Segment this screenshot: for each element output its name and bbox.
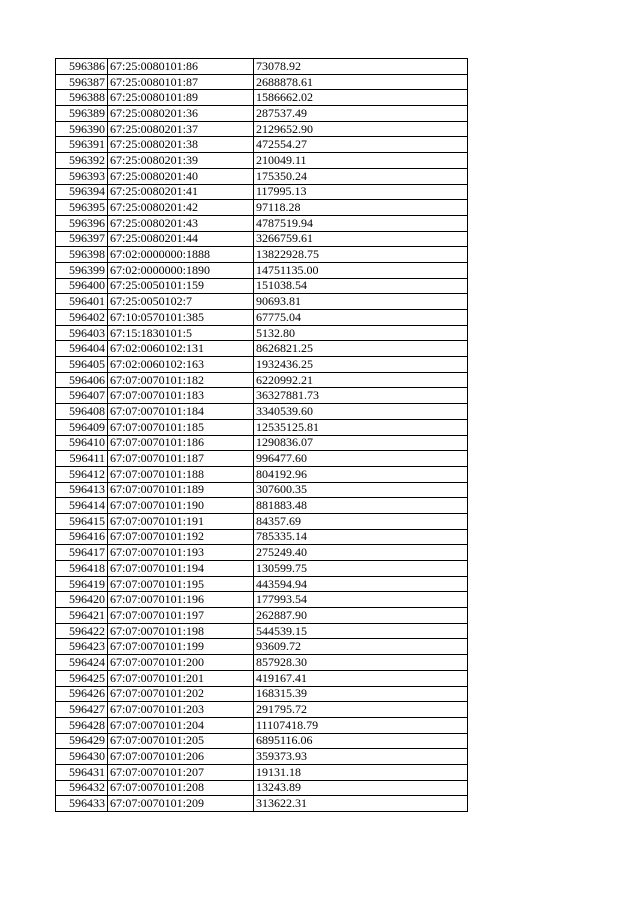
cadastral-number-cell: 67:07:0070101:183: [108, 388, 254, 404]
value-cell: 13243.89: [254, 780, 468, 796]
cadastral-number-cell: 67:25:0080101:86: [108, 59, 254, 75]
table-row: [56, 247, 468, 263]
cadastral-number-cell: 67:07:0070101:206: [108, 749, 254, 765]
table-row: [56, 451, 468, 467]
cadastral-number-cell: 67:07:0070101:185: [108, 419, 254, 435]
row-id-cell: 596412: [56, 466, 108, 482]
cadastral-number-cell: 67:25:0050102:7: [108, 294, 254, 310]
table-row: [56, 435, 468, 451]
cadastral-number-cell: 67:07:0070101:194: [108, 561, 254, 577]
table-row: [56, 106, 468, 122]
cadastral-number-cell: 67:07:0070101:200: [108, 655, 254, 671]
row-id-cell: 596433: [56, 796, 108, 812]
table-row: [56, 262, 468, 278]
cadastral-number-cell: 67:25:0050101:159: [108, 278, 254, 294]
value-cell: 8626821.25: [254, 341, 468, 357]
table-row: [56, 372, 468, 388]
row-id-cell: 596396: [56, 215, 108, 231]
cadastral-number-cell: 67:07:0070101:207: [108, 764, 254, 780]
row-id-cell: 596398: [56, 247, 108, 263]
table-row: [56, 59, 468, 75]
value-cell: 307600.35: [254, 482, 468, 498]
table-row: [56, 121, 468, 137]
row-id-cell: 596428: [56, 717, 108, 733]
table-row: [56, 278, 468, 294]
cadastral-number-cell: 67:02:0060102:163: [108, 357, 254, 373]
table-body: [56, 59, 468, 812]
value-cell: 210049.11: [254, 153, 468, 169]
cadastral-number-cell: 67:25:0080201:44: [108, 231, 254, 247]
row-id-cell: 596403: [56, 325, 108, 341]
value-cell: 1586662.02: [254, 90, 468, 106]
table-row: [56, 733, 468, 749]
value-cell: 359373.93: [254, 749, 468, 765]
cadastral-number-cell: 67:25:0080201:36: [108, 106, 254, 122]
table-row: [56, 482, 468, 498]
row-id-cell: 596427: [56, 702, 108, 718]
table-row: [56, 639, 468, 655]
row-id-cell: 596426: [56, 686, 108, 702]
value-cell: 73078.92: [254, 59, 468, 75]
cadastral-number-cell: 67:07:0070101:196: [108, 592, 254, 608]
row-id-cell: 596390: [56, 121, 108, 137]
table-row: [56, 388, 468, 404]
cadastral-number-cell: 67:07:0070101:195: [108, 576, 254, 592]
row-id-cell: 596410: [56, 435, 108, 451]
cadastral-number-cell: 67:07:0070101:201: [108, 670, 254, 686]
row-id-cell: 596406: [56, 372, 108, 388]
cadastral-number-cell: 67:25:0080101:87: [108, 74, 254, 90]
row-id-cell: 596414: [56, 498, 108, 514]
row-id-cell: 596395: [56, 200, 108, 216]
value-cell: 90693.81: [254, 294, 468, 310]
row-id-cell: 596405: [56, 357, 108, 373]
row-id-cell: 596416: [56, 529, 108, 545]
row-id-cell: 596417: [56, 545, 108, 561]
table-row: [56, 670, 468, 686]
table-row: [56, 137, 468, 153]
value-cell: 785335.14: [254, 529, 468, 545]
table-row: [56, 608, 468, 624]
cadastral-number-cell: 67:07:0070101:189: [108, 482, 254, 498]
row-id-cell: 596393: [56, 168, 108, 184]
table-row: [56, 310, 468, 326]
value-cell: 84357.69: [254, 513, 468, 529]
table-row: [56, 780, 468, 796]
row-id-cell: 596387: [56, 74, 108, 90]
table-row: [56, 655, 468, 671]
value-cell: 262887.90: [254, 608, 468, 624]
table-row: [56, 529, 468, 545]
row-id-cell: 596391: [56, 137, 108, 153]
row-id-cell: 596401: [56, 294, 108, 310]
row-id-cell: 596422: [56, 623, 108, 639]
value-cell: 19131.18: [254, 764, 468, 780]
value-cell: 291795.72: [254, 702, 468, 718]
cadastral-number-cell: 67:25:0080201:42: [108, 200, 254, 216]
cadastral-number-cell: 67:07:0070101:191: [108, 513, 254, 529]
table-row: [56, 686, 468, 702]
row-id-cell: 596418: [56, 561, 108, 577]
cadastral-number-cell: 67:07:0070101:190: [108, 498, 254, 514]
table-row: [56, 215, 468, 231]
row-id-cell: 596386: [56, 59, 108, 75]
row-id-cell: 596408: [56, 404, 108, 420]
value-cell: 97118.28: [254, 200, 468, 216]
value-cell: 4787519.94: [254, 215, 468, 231]
row-id-cell: 596388: [56, 90, 108, 106]
value-cell: 13822928.75: [254, 247, 468, 263]
value-cell: 67775.04: [254, 310, 468, 326]
table-row: [56, 764, 468, 780]
table-row: [56, 231, 468, 247]
row-id-cell: 596397: [56, 231, 108, 247]
cadastral-number-cell: 67:25:0080101:89: [108, 90, 254, 106]
cadastral-number-cell: 67:15:1830101:5: [108, 325, 254, 341]
row-id-cell: 596394: [56, 184, 108, 200]
row-id-cell: 596407: [56, 388, 108, 404]
value-cell: 996477.60: [254, 451, 468, 467]
table-row: [56, 325, 468, 341]
cadastral-number-cell: 67:07:0070101:187: [108, 451, 254, 467]
cadastral-number-cell: 67:07:0070101:188: [108, 466, 254, 482]
table-row: [56, 545, 468, 561]
table-row: [56, 294, 468, 310]
cadastral-number-cell: 67:25:0080201:40: [108, 168, 254, 184]
cadastral-number-cell: 67:07:0070101:186: [108, 435, 254, 451]
value-cell: 3340539.60: [254, 404, 468, 420]
table-row: [56, 749, 468, 765]
value-cell: 544539.15: [254, 623, 468, 639]
cadastral-number-cell: 67:07:0070101:209: [108, 796, 254, 812]
value-cell: 12535125.81: [254, 419, 468, 435]
table-row: [56, 576, 468, 592]
cadastral-number-cell: 67:02:0000000:1890: [108, 262, 254, 278]
table-row: [56, 498, 468, 514]
table-row: [56, 184, 468, 200]
data-table: [55, 58, 468, 812]
table-row: [56, 796, 468, 812]
value-cell: 1290836.07: [254, 435, 468, 451]
row-id-cell: 596409: [56, 419, 108, 435]
row-id-cell: 596389: [56, 106, 108, 122]
value-cell: 11107418.79: [254, 717, 468, 733]
value-cell: 177993.54: [254, 592, 468, 608]
table-row: [56, 200, 468, 216]
cadastral-number-cell: 67:25:0080201:41: [108, 184, 254, 200]
row-id-cell: 596429: [56, 733, 108, 749]
cadastral-number-cell: 67:07:0070101:208: [108, 780, 254, 796]
value-cell: 2688878.61: [254, 74, 468, 90]
cadastral-number-cell: 67:25:0080201:39: [108, 153, 254, 169]
row-id-cell: 596399: [56, 262, 108, 278]
value-cell: 2129652.90: [254, 121, 468, 137]
row-id-cell: 596425: [56, 670, 108, 686]
value-cell: 6220992.21: [254, 372, 468, 388]
cadastral-number-cell: 67:02:0060102:131: [108, 341, 254, 357]
cadastral-number-cell: 67:07:0070101:184: [108, 404, 254, 420]
cadastral-number-cell: 67:02:0000000:1888: [108, 247, 254, 263]
row-id-cell: 596415: [56, 513, 108, 529]
value-cell: 151038.54: [254, 278, 468, 294]
value-cell: 443594.94: [254, 576, 468, 592]
table-row: [56, 74, 468, 90]
table-row: [56, 561, 468, 577]
cadastral-number-cell: 67:07:0070101:199: [108, 639, 254, 655]
value-cell: 117995.13: [254, 184, 468, 200]
cadastral-number-cell: 67:07:0070101:192: [108, 529, 254, 545]
cadastral-number-cell: 67:07:0070101:182: [108, 372, 254, 388]
cadastral-number-cell: 67:07:0070101:203: [108, 702, 254, 718]
value-cell: 168315.39: [254, 686, 468, 702]
value-cell: 275249.40: [254, 545, 468, 561]
cadastral-number-cell: 67:07:0070101:197: [108, 608, 254, 624]
table-row: [56, 90, 468, 106]
value-cell: 93609.72: [254, 639, 468, 655]
table-row: [56, 357, 468, 373]
value-cell: 313622.31: [254, 796, 468, 812]
cadastral-number-cell: 67:07:0070101:193: [108, 545, 254, 561]
value-cell: 419167.41: [254, 670, 468, 686]
cadastral-number-cell: 67:07:0070101:198: [108, 623, 254, 639]
value-cell: 1932436.25: [254, 357, 468, 373]
row-id-cell: 596413: [56, 482, 108, 498]
table-row: [56, 168, 468, 184]
table-row: [56, 592, 468, 608]
cadastral-number-cell: 67:10:0570101:385: [108, 310, 254, 326]
value-cell: 857928.30: [254, 655, 468, 671]
table-row: [56, 466, 468, 482]
table-row: [56, 623, 468, 639]
row-id-cell: 596432: [56, 780, 108, 796]
row-id-cell: 596404: [56, 341, 108, 357]
table-row: [56, 513, 468, 529]
cadastral-number-cell: 67:07:0070101:202: [108, 686, 254, 702]
table-row: [56, 702, 468, 718]
row-id-cell: 596419: [56, 576, 108, 592]
row-id-cell: 596421: [56, 608, 108, 624]
row-id-cell: 596420: [56, 592, 108, 608]
row-id-cell: 596431: [56, 764, 108, 780]
value-cell: 804192.96: [254, 466, 468, 482]
table-row: [56, 341, 468, 357]
row-id-cell: 596402: [56, 310, 108, 326]
value-cell: 130599.75: [254, 561, 468, 577]
value-cell: 472554.27: [254, 137, 468, 153]
value-cell: 5132.80: [254, 325, 468, 341]
value-cell: 287537.49: [254, 106, 468, 122]
row-id-cell: 596430: [56, 749, 108, 765]
value-cell: 175350.24: [254, 168, 468, 184]
row-id-cell: 596423: [56, 639, 108, 655]
table-row: [56, 419, 468, 435]
value-cell: 3266759.61: [254, 231, 468, 247]
table-row: [56, 404, 468, 420]
value-cell: 14751135.00: [254, 262, 468, 278]
value-cell: 6895116.06: [254, 733, 468, 749]
value-cell: 36327881.73: [254, 388, 468, 404]
cadastral-number-cell: 67:25:0080201:43: [108, 215, 254, 231]
row-id-cell: 596392: [56, 153, 108, 169]
table-row: [56, 153, 468, 169]
row-id-cell: 596400: [56, 278, 108, 294]
table-row: [56, 717, 468, 733]
cadastral-number-cell: 67:25:0080201:37: [108, 121, 254, 137]
cadastral-number-cell: 67:07:0070101:204: [108, 717, 254, 733]
row-id-cell: 596411: [56, 451, 108, 467]
value-cell: 881883.48: [254, 498, 468, 514]
cadastral-number-cell: 67:25:0080201:38: [108, 137, 254, 153]
row-id-cell: 596424: [56, 655, 108, 671]
cadastral-number-cell: 67:07:0070101:205: [108, 733, 254, 749]
